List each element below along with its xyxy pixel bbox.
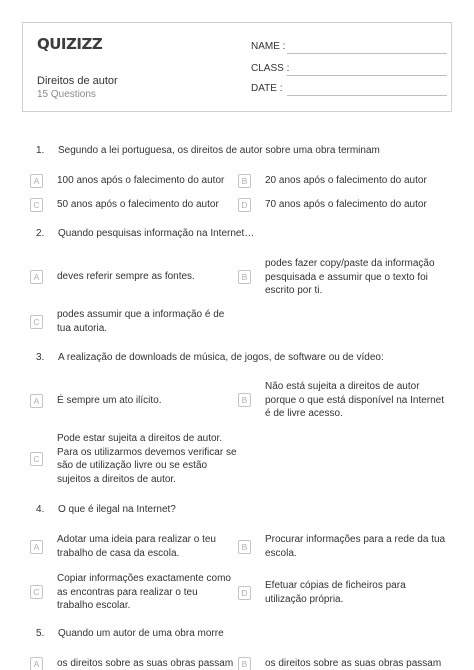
question-text: Segundo a lei portuguesa, os direitos de autor sobre uma obra terminam (58, 145, 380, 156)
name-line (287, 53, 447, 54)
option-letter-box[interactable]: B (238, 540, 251, 554)
question-number: 1. (36, 145, 45, 156)
option-text-line: pesquisada e assumir que o texto foi (265, 271, 428, 283)
option-text-line: sujeitos a direitos de autor. (57, 473, 176, 485)
option-letter-box[interactable]: C (30, 585, 43, 599)
quizizz-logo: QUIZIZZ (37, 35, 103, 53)
name-label: NAME : (251, 41, 286, 52)
option-text (57, 174, 224, 188)
option-text-line: utilização própria. (265, 593, 344, 605)
option-text-line: trabalho de casa da escola. (57, 547, 180, 559)
date-line (287, 95, 447, 96)
option-text-line: são de utilização livre ou se estão (57, 460, 208, 471)
option-text-line: escola. (265, 547, 297, 559)
option-text-line: 20 anos após o falecimento do autor (265, 175, 427, 186)
question-text: A realização de downloads de música, de jogos, de software ou de vídeo: (58, 352, 384, 363)
worksheet-header (22, 22, 452, 112)
class-line (287, 75, 447, 76)
option-letter-box[interactable]: D (238, 586, 251, 600)
date-field[interactable] (251, 83, 441, 97)
option-text-line: 100 anos após o falecimento do autor (57, 175, 225, 186)
option-text-line: porque o que está disponível na Internet (265, 394, 445, 406)
option-text-line: os direitos sobre as suas obras passam (265, 658, 442, 669)
worksheet-title: Direitos de autor (37, 75, 118, 87)
option-text (57, 198, 219, 212)
date-label: DATE : (251, 83, 283, 94)
option-text-line: Adotar uma ideia para realizar o teu (57, 534, 216, 545)
question-number: 3. (36, 352, 45, 363)
option-text (265, 174, 427, 188)
option-text (57, 432, 237, 486)
question-text: Quando pesquisas informação na Internet… (58, 228, 255, 239)
option-text-line: os direitos sobre as suas obras passam (57, 658, 234, 669)
option-text-line: é de livre acesso. (265, 408, 343, 419)
option-text (57, 270, 195, 284)
option-letter-box[interactable]: B (238, 657, 251, 670)
option-letter-box[interactable]: B (238, 393, 251, 407)
question-number: 5. (36, 628, 45, 639)
question-text: Quando um autor de uma obra morre (58, 628, 224, 639)
question-text: O que é ilegal na Internet? (58, 504, 176, 515)
option-text (57, 394, 161, 408)
option-letter-box[interactable]: A (30, 540, 43, 554)
option-text-line: 50 anos após o falecimento do autor (57, 199, 219, 210)
option-text (57, 533, 216, 560)
option-text-line: Efetuar cópias de ficheiros para (265, 580, 406, 591)
option-letter-box[interactable]: A (30, 657, 43, 670)
option-text (57, 657, 233, 670)
option-text-line: as encontras para realizar o teu (57, 586, 198, 598)
option-letter-box[interactable]: A (30, 174, 43, 188)
option-text-line: trabalho escolar. (57, 600, 131, 611)
name-field[interactable] (251, 41, 441, 55)
class-label: CLASS : (251, 63, 290, 74)
option-text-line: podes fazer copy/paste da informação (265, 258, 435, 269)
option-text (57, 572, 231, 613)
option-text-line: Pode estar sujeita a direitos de autor. (57, 433, 223, 444)
option-text-line: Procurar informações para a rede da tua (265, 534, 446, 545)
question-number: 4. (36, 504, 45, 515)
option-text-line: podes assumir que a informação é de (57, 309, 225, 320)
option-letter-box[interactable]: C (30, 315, 43, 329)
option-letter-box[interactable]: B (238, 174, 251, 188)
question-count: 15 Questions (37, 89, 96, 100)
option-text-line: Não está sujeita a direitos de autor (265, 381, 420, 392)
option-letter-box[interactable]: D (238, 198, 251, 212)
option-text-line: 70 anos após o falecimento do autor (265, 199, 427, 210)
option-text (57, 308, 224, 335)
question-number: 2. (36, 228, 45, 239)
option-text-line: tua autoria. (57, 322, 108, 334)
option-text-line: escrito por ti. (265, 285, 323, 296)
option-text (265, 533, 445, 560)
option-letter-box[interactable]: C (30, 198, 43, 212)
option-letter-box[interactable]: A (30, 394, 43, 408)
class-field[interactable] (251, 63, 441, 77)
option-text (265, 198, 427, 212)
option-text (265, 579, 406, 606)
option-text (265, 380, 444, 421)
option-letter-box[interactable]: A (30, 270, 43, 284)
option-text (265, 257, 435, 298)
option-letter-box[interactable]: C (30, 452, 43, 466)
option-text-line: Para os utilizarmos devemos verificar se (57, 446, 237, 458)
option-text-line: É sempre um ato ilícito. (57, 395, 162, 406)
option-letter-box[interactable]: B (238, 270, 251, 284)
option-text (265, 657, 441, 670)
option-text-line: deves referir sempre as fontes. (57, 271, 195, 282)
option-text-line: Copiar informações exactamente como (57, 573, 231, 584)
